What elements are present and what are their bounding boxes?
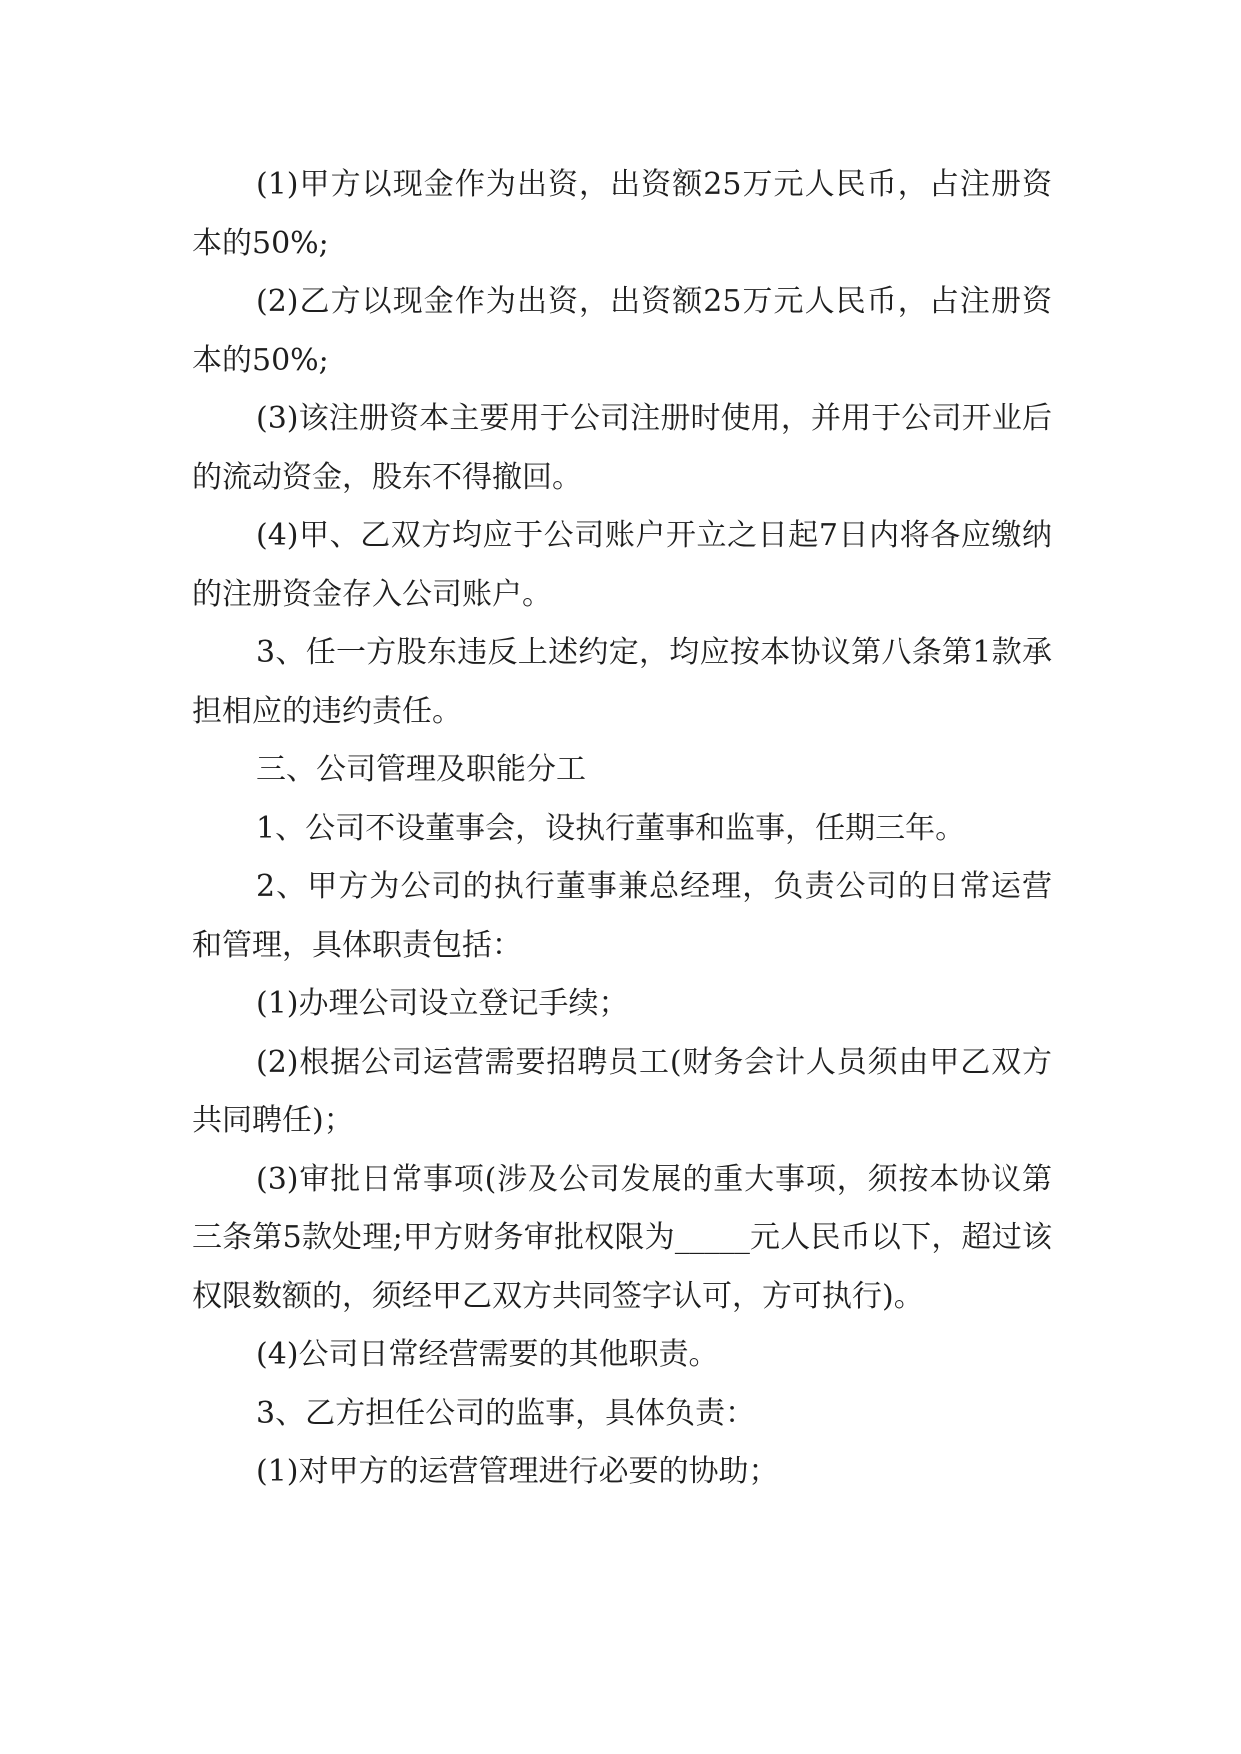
paragraph: (4)公司日常经营需要的其他职责。 xyxy=(256,1337,719,1372)
paragraph: (1)办理公司设立登记手续； xyxy=(256,986,629,1021)
section-heading: 三、公司管理及职能分工 xyxy=(256,752,586,787)
paragraph: 3、乙方担任公司的监事，具体负责： xyxy=(256,1395,756,1431)
paragraph: 1、公司不设董事会，设执行董事和监事，任期三年。 xyxy=(256,810,966,846)
paragraph: 3、任一方股东违反上述约定，均应按本协议第八条第1款承担相应的违约责任。 xyxy=(192,635,1052,729)
paragraph: (1)对甲方的运营管理进行必要的协助； xyxy=(256,1454,779,1489)
paragraph: (3)审批日常事项(涉及公司发展的重大事项，须按本协议第三条第5款处理;甲方财务审批权限为_____元人民币以下，超过该权限数额的，须经甲乙双方共同签字认可，方可执行)。 xyxy=(192,1161,1052,1314)
document-body xyxy=(192,156,1052,1502)
paragraph: (2)根据公司运营需要招聘员工(财务会计人员须由甲乙双方共同聘任)； xyxy=(192,1044,1052,1138)
paragraph: (2)乙方以现金作为出资，出资额25万元人民币，占注册资本的50%; xyxy=(192,284,1052,378)
paragraph: (4)甲、乙双方均应于公司账户开立之日起7日内将各应缴纳的注册资金存入公司账户。 xyxy=(192,518,1052,612)
paragraph: (1)甲方以现金作为出资，出资额25万元人民币，占注册资本的50%; xyxy=(192,167,1052,261)
paragraph: 2、甲方为公司的执行董事兼总经理，负责公司的日常运营和管理，具体职责包括： xyxy=(192,869,1052,963)
paragraph: (3)该注册资本主要用于公司注册时使用，并用于公司开业后的流动资金，股东不得撤回。 xyxy=(192,401,1052,495)
